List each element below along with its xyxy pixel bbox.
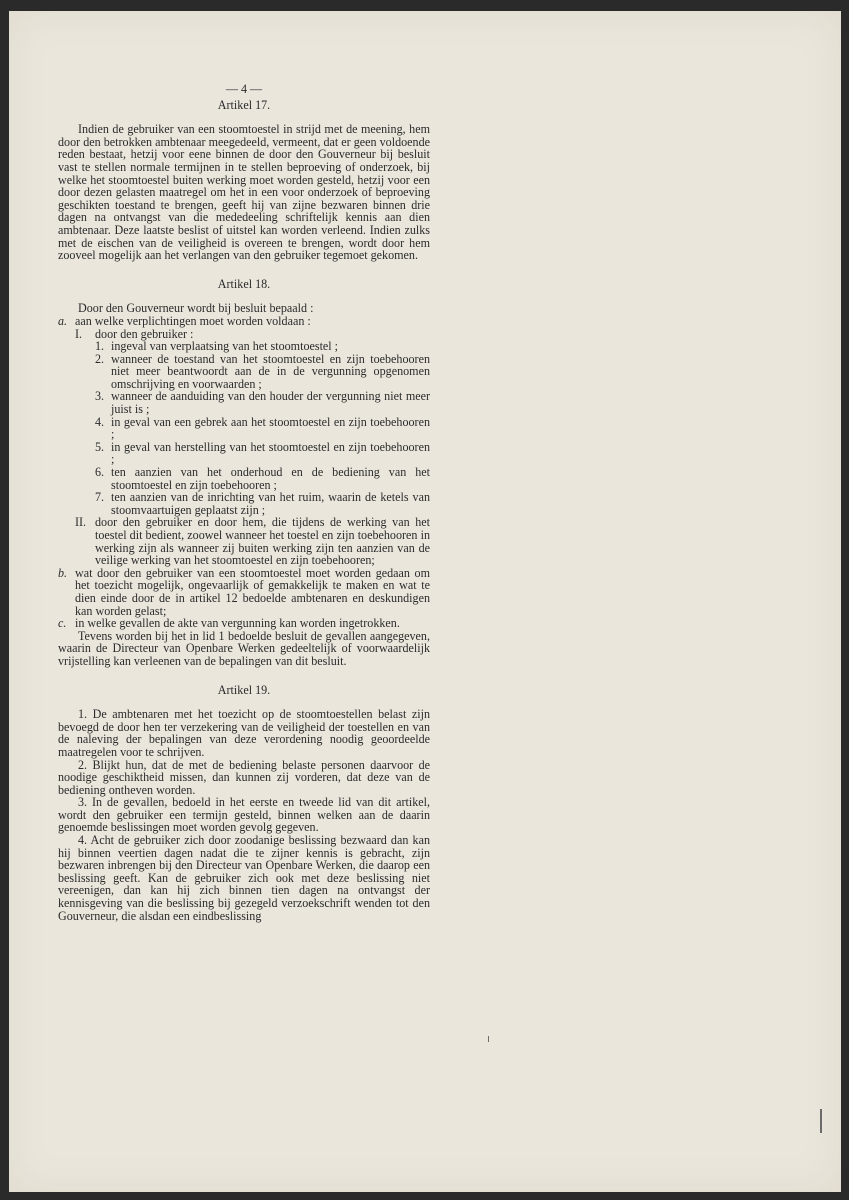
document-page <box>9 11 841 1192</box>
item-label: b. <box>58 565 68 580</box>
article-18-item-b <box>58 567 430 617</box>
article-18-subitem <box>95 353 430 391</box>
item-text: door den gebruiker en door hem, die tijdens de werking van het toestel dit bedient, zoowel wanneer het toestel en zijn toebehooren in werking zijn als wanneer zij buiten werking zijn ten aanzien van de veilige werking van het stoomtoestel en zijn toebehooren; <box>95 515 430 568</box>
item-label: 1. <box>95 339 105 354</box>
article-18-item-a <box>58 315 430 328</box>
article-19-paragraph-1: 1. De ambtenaren met het toezicht op de stoomtoestellen belast zijn bevoegd de door hen ter verzekering van de veiligheid der toestellen en van de naleving der bepalingen van deze verordening noodig geoordeelde maatregelen voor te schrijven. <box>58 707 430 759</box>
item-label: 4. <box>95 414 105 429</box>
item-text: in geval van herstelling van het stoomtoestel en zijn toebehooren ; <box>111 439 430 467</box>
item-label: 5. <box>95 439 105 454</box>
text-column <box>58 83 430 922</box>
item-text: ten aanzien van de inrichting van het ruim, waarin de ketels van stoomvaartuigen geplaatst zijn ; <box>111 490 430 517</box>
article-18-title: Artikel 18. <box>217 276 271 291</box>
item-text: in welke gevallen de akte van vergunning kan worden ingetrokken. <box>75 616 400 631</box>
item-label: II. <box>75 515 87 530</box>
article-18-intro: Door den Gouverneur wordt bij besluit bepaald : <box>78 301 314 316</box>
article-18-subitem <box>95 491 430 516</box>
article-18-subitem <box>95 466 430 491</box>
item-label: c. <box>58 616 67 631</box>
article-18-subitem <box>95 340 430 353</box>
item-label: a. <box>58 313 68 328</box>
article-19-paragraph-4: 4. Acht de gebruiker zich door zoodanige beslissing bezwaard dan kan hij binnen veertien dagen nadat die te zijner kennis is gebracht, zijn bezwaren inbrengen bij den Directeur van Openbare Werken, die daarop een beslissing geeft. Kan de gebruiker zich ook met deze beslissing niet vereenigen, dan kan hij zich binnen tien dagen na ontvangst der kennisgeving van die beslissing bij gezegeld verzoekschrift wenden tot den Gouverneur, die alsdan een eindbeslissing <box>58 833 430 923</box>
article-18-subitem <box>95 416 430 441</box>
item-label: 3. <box>95 389 105 404</box>
article-18-subitem <box>95 441 430 466</box>
article-18-item-c <box>58 617 430 630</box>
paper-edge-mark <box>820 1109 822 1133</box>
article-19-paragraph-3: 3. In de gevallen, bedoeld in het eerste en tweede lid van dit artikel, wordt den gebruiker een termijn gesteld, binnen welken aan de daarin genoemde beslissingen moet worden gevolg gegeven. <box>58 795 430 835</box>
article-19-paragraph-2: 2. Blijkt hun, dat de met de bediening belaste personen daarvoor de noodige geschiktheid missen, dan kunnen zij vorderen, dat deze van de bediening ontheven worden. <box>58 757 430 797</box>
item-label: 2. <box>95 351 105 366</box>
item-text: ten aanzien van het onderhoud en de bediening van het stoomtoestel en zijn toebehooren ; <box>111 465 430 492</box>
item-text: wat door den gebruiker van een stoomtoestel moet worden gedaan om het toezicht mogelijk, ongevaarlijk of gemakkelijk te maken en wat te dien einde door de in artikel 12 bedoelde ambtenaren en deskundigen kan worden gelast; <box>75 565 430 618</box>
page-number: — 4 — <box>225 82 263 96</box>
item-text: wanneer de aanduiding van den houder der vergunning niet meer juist is ; <box>111 389 430 417</box>
item-label: I. <box>75 326 83 341</box>
item-text: aan welke verplichtingen moet worden voldaan : <box>75 313 311 328</box>
item-text: ingeval van verplaatsing van het stoomtoestel ; <box>111 339 339 354</box>
article-17-body: Indien de gebruiker van een stoomtoestel in strijd met de meening, hem door den betrokken ambtenaar meegedeeld, vermeent, dat er geen voldoende reden bestaat, hetzij voor eene binnen de door den Gouverneur bij besluit vast te stellen normale termijnen in te stellen beproeving of onderzoek, bij welke het stoomtoestel buiten werking moet worden gesteld, hetzij voor een door dezen gelasten maatregel om het in een voor onderzoek of beproeving geschikten toestand te brengen, geeft hij van zijne bezwaren binnen drie dagen na ontvangst van die mededeeling schriftelijk kennis aan dien ambtenaar. Deze laatste beslist of uitstel kan worden verleend. Indien zulks met de eischen van de veiligheid is overeen te brengen, wordt door hem zooveel mogelijk aan het verlangen van den gebruiker tegemoet gekomen. <box>58 122 430 263</box>
article-19-title: Artikel 19. <box>217 682 271 697</box>
article-18-closing: Tevens worden bij het in lid 1 bedoelde besluit de gevallen aangegeven, waarin de Directeur van Openbare Werken gedeeltelijk of voorwaardelijk vrijstelling kan verleenen van de bepalingen van dit besluit. <box>58 628 430 668</box>
article-17-title: Artikel 17. <box>217 97 271 112</box>
article-18-item-a-II <box>75 516 430 566</box>
item-label: 7. <box>95 490 105 505</box>
paper-speck <box>488 1036 489 1042</box>
item-text: in geval van een gebrek aan het stoomtoestel en zijn toebehooren ; <box>111 414 430 442</box>
article-18-subitem <box>95 390 430 415</box>
item-text: wanneer de toestand van het stoomtoestel en zijn toebehooren niet meer beantwoordt aan de in de vergunning opgenomen omschrijving en voorwaarden ; <box>111 351 430 391</box>
item-label: 6. <box>95 465 105 480</box>
item-text: door den gebruiker : <box>95 326 194 341</box>
